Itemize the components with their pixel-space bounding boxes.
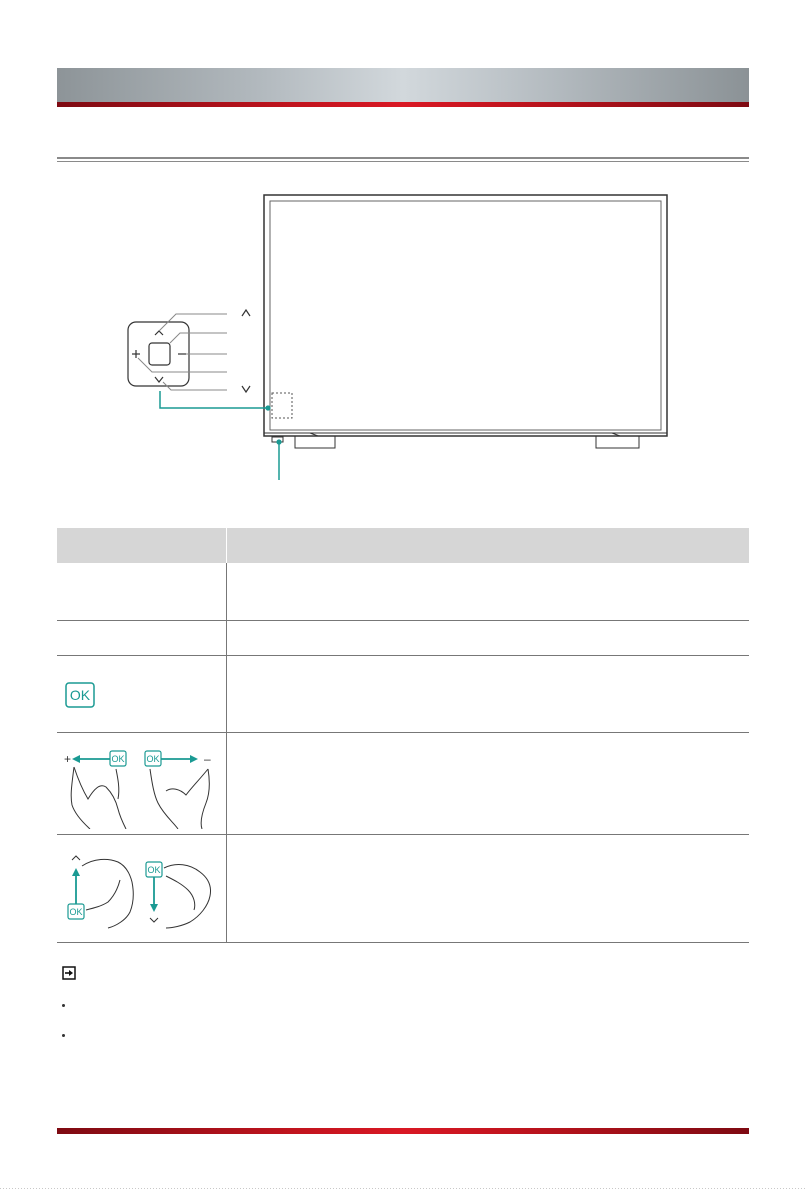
control-panel-diagram — [128, 310, 282, 480]
note-bullet — [62, 1034, 65, 1037]
svg-text:OK: OK — [111, 754, 125, 764]
table-header — [57, 528, 749, 563]
swipe-up-down-gesture-icon — [60, 846, 226, 934]
svg-text:OK: OK — [146, 754, 160, 764]
note-icon — [62, 966, 76, 980]
footer-accent-bar — [57, 1128, 749, 1134]
svg-text:OK: OK — [69, 907, 83, 917]
table-bottom-rule — [57, 942, 749, 943]
svg-text:OK: OK — [147, 865, 161, 875]
table-row-divider — [57, 732, 749, 733]
table-header-divider — [226, 528, 227, 563]
table-row-divider — [57, 834, 749, 835]
tv-control-illustration — [0, 0, 806, 520]
table-row-divider — [57, 655, 749, 656]
ok-key-icon — [65, 682, 95, 708]
note-bullet — [62, 1004, 65, 1007]
svg-text:+: + — [64, 752, 72, 766]
page-bottom-edge — [0, 1188, 806, 1189]
svg-text:–: – — [204, 752, 211, 766]
tv-illustration — [264, 195, 667, 448]
svg-text:OK: OK — [69, 687, 91, 703]
swipe-left-right-gesture-icon — [60, 743, 226, 829]
table-row-divider — [57, 620, 749, 621]
